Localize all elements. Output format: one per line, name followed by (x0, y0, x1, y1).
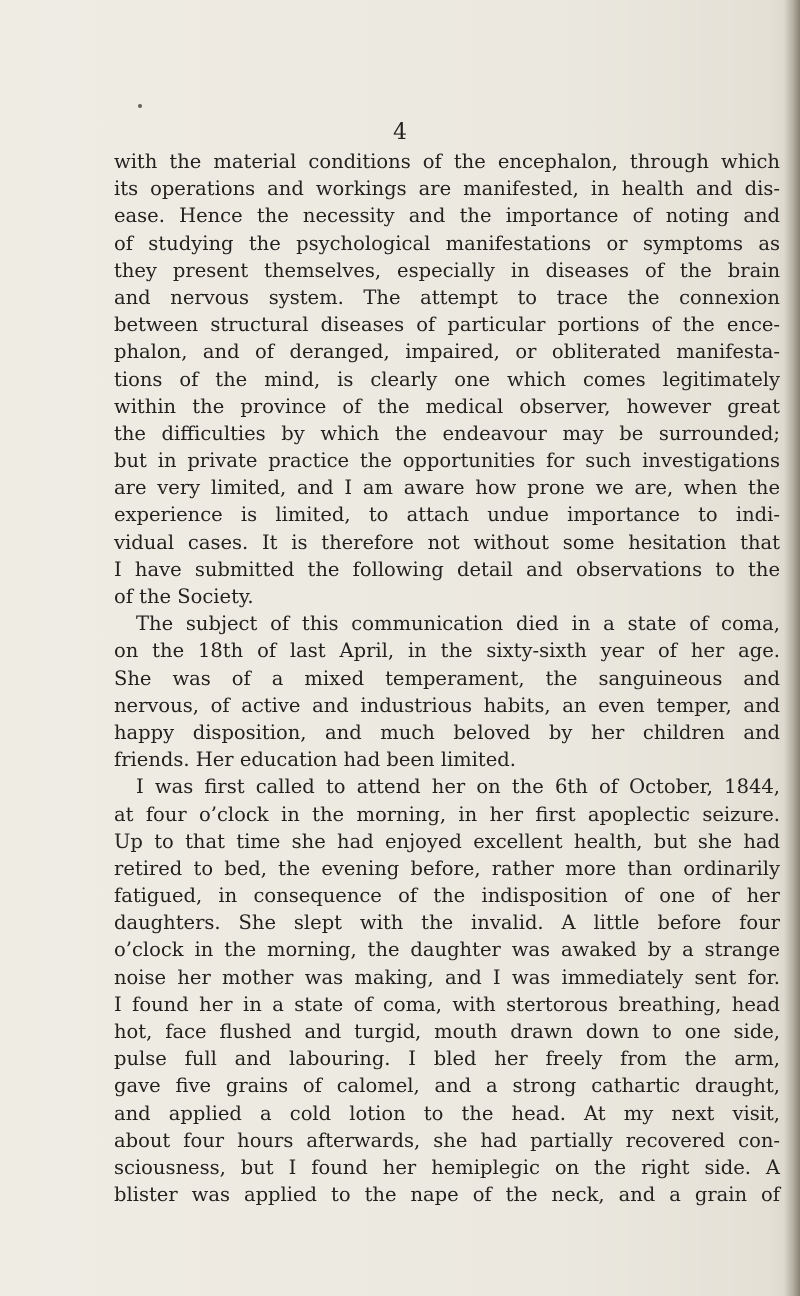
text-line: noise her mother was making, and I was immediately sent for. (114, 965, 780, 989)
text-line: I found her in a state of coma, with stertorous breathing, head (114, 992, 780, 1016)
text-line: happy disposition, and much beloved by her children and (114, 720, 780, 744)
text-line: o’clock in the morning, the daughter was awaked by a strange (114, 938, 780, 962)
text-line: pulse full and labouring. I bled her freely from the arm, (114, 1047, 780, 1071)
ink-speck (138, 104, 142, 108)
text-line: the difficulties by which the endeavour may be surrounded; (114, 421, 780, 445)
text-line: with the material conditions of the encephalon, through which (114, 150, 780, 173)
text-line: The subject of this communication died in a state of coma, (136, 612, 780, 636)
text-line: about four hours afterwards, she had partially recovered con- (114, 1128, 780, 1152)
text-line: of studying the psychological manifestations or symptoms as (114, 231, 780, 255)
text-line: friends. Her education had been limited. (114, 748, 516, 772)
text-line: are very limited, and I am aware how prone we are, when the (114, 476, 780, 500)
text-line: retired to bed, the evening before, rather more than ordinarily (114, 856, 780, 880)
text-line: sciousness, but I found her hemiplegic on the right side. A (114, 1155, 780, 1179)
text-line: gave five grains of calomel, and a strong cathartic draught, (114, 1074, 780, 1098)
text-line: its operations and workings are manifested, in health and dis- (114, 177, 780, 201)
text-line: daughters. She slept with the invalid. A little before four (114, 911, 780, 935)
text-line: tions of the mind, is clearly one which comes legitimately (114, 367, 780, 391)
text-line: but in private practice the opportunities for such investigations (114, 449, 780, 473)
text-line: hot, face flushed and turgid, mouth drawn down to one side, (114, 1020, 780, 1043)
text-line: She was of a mixed temperament, the sanguineous and (114, 666, 780, 690)
page-edge-shadow (784, 0, 800, 1296)
text-line: and nervous system. The attempt to trace the connexion (114, 285, 780, 309)
text-line: I was first called to attend her on the 6th of October, 1844, (136, 775, 780, 799)
text-line: phalon, and of deranged, impaired, or obliterated manifesta- (114, 340, 780, 364)
text-line: ease. Hence the necessity and the importance of noting and (114, 204, 780, 228)
text-line: of the Society. (114, 585, 254, 608)
text-line: vidual cases. It is therefore not without some hesitation that (114, 530, 780, 554)
text-line: they present themselves, especially in diseases of the brain (114, 258, 780, 282)
text-line: nervous, of active and industrious habits, an even temper, and (114, 693, 780, 717)
text-line: within the province of the medical observer, however great (114, 394, 780, 418)
page-number: 4 (393, 120, 407, 145)
text-line: between structural diseases of particular portions of the ence- (114, 313, 780, 337)
text-line: I have submitted the following detail and observations to the (114, 557, 780, 581)
text-line: and applied a cold lotion to the head. At my next visit, (114, 1101, 780, 1125)
text-line: at four o’clock in the morning, in her first apoplectic seizure. (114, 802, 780, 826)
text-line: fatigued, in consequence of the indisposition of one of her (114, 884, 780, 908)
text-line: on the 18th of last April, in the sixty-sixth year of her age. (114, 639, 780, 663)
text-line: experience is limited, to attach undue importance to indi- (114, 503, 780, 527)
body-text (114, 148, 780, 1208)
text-line: blister was applied to the nape of the neck, and a grain of (114, 1183, 780, 1207)
text-line: Up to that time she had enjoyed excellent health, but she had (114, 829, 780, 853)
